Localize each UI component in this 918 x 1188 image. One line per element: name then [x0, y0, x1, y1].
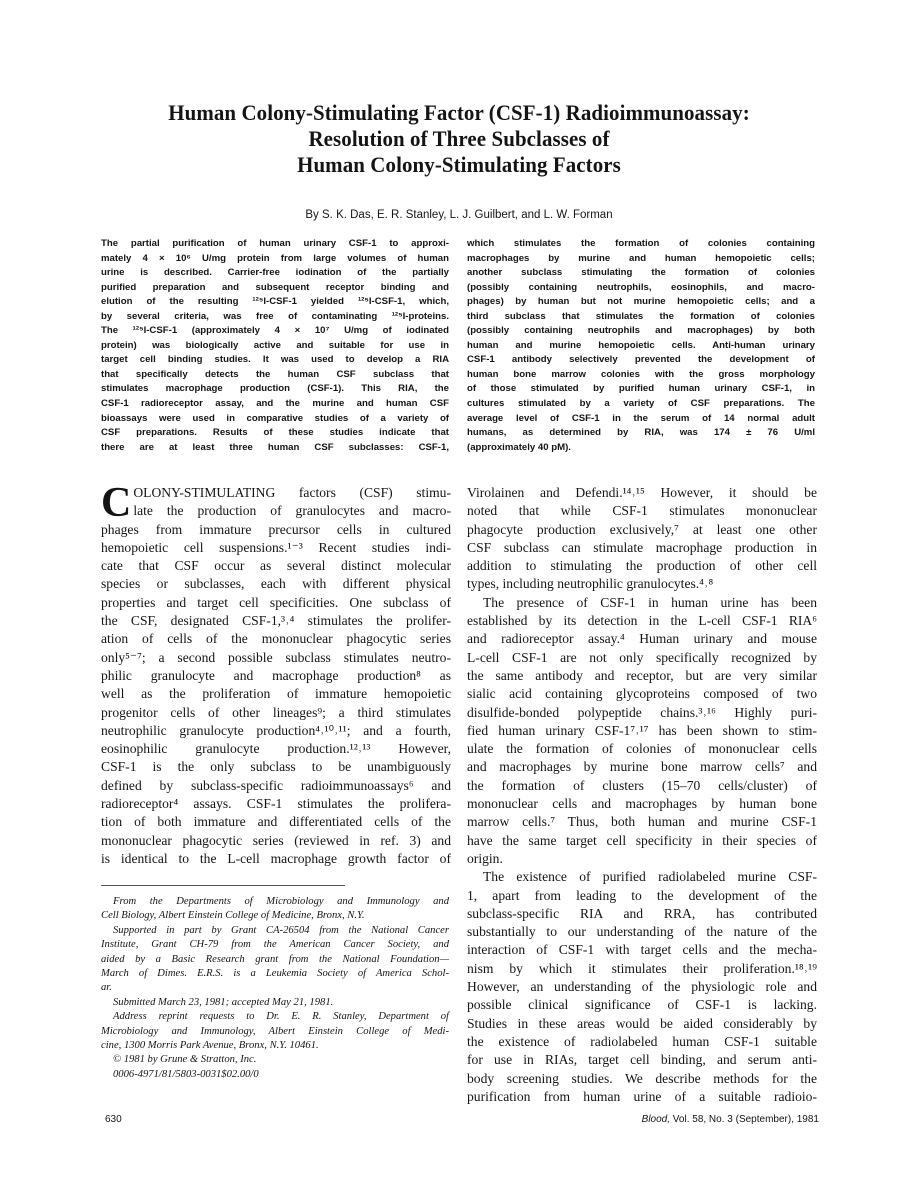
journal-volume: Vol. 58, No. 3 (September), 1981	[670, 1114, 819, 1125]
body-line: body screening studies. We describe methods for the	[467, 1070, 817, 1086]
body-line: phagocyte production exclusively,⁷ at least one other	[467, 521, 817, 537]
body-line: The presence of CSF-1 in human urine has been	[483, 594, 817, 610]
abstract-line: third subclass that stimulates the formation of colonies	[467, 310, 815, 322]
issn-line: 0006-4971/81/5803-0031$02.00/0	[113, 1068, 259, 1080]
body-line: defined by subclass-specific radioimmunoassays⁶ and	[101, 777, 451, 793]
body-line: mononuclear phagocytic series (reviewed in ref. 3) and	[101, 832, 451, 848]
abstract-line: target cell binding studies. It was used to develop a RIA	[101, 354, 449, 366]
body-line: 1, apart from leading to the development of the	[467, 887, 817, 903]
abstract-line: human bone marrow colonies with the gross morphology	[467, 368, 815, 380]
body-line: substantially to our understanding of the nature of the	[467, 924, 817, 940]
abstract-right-column	[467, 237, 815, 455]
body-line: The existence of purified radiolabeled murine CSF-	[483, 869, 817, 885]
body-right-column	[467, 484, 817, 1106]
body-line: eosinophilic granulocyte production.¹²˒¹³ However,	[101, 741, 451, 757]
abstract-line: (approximately 40 pM).	[467, 441, 571, 453]
body-line: progenitor cells of other lineages⁹; a third stimulates	[101, 704, 451, 720]
abstract-line: phages) by human but not murine hemopoietic cells; and a	[467, 296, 815, 308]
abstract-line: which stimulates the formation of colonies containing	[467, 238, 815, 249]
body-line: tion of both immature and differentiated cells of the	[101, 814, 451, 830]
body-line: fied human urinary CSF-1⁷˒¹⁷ has been shown to stim-	[467, 722, 817, 738]
body-line: and radioreceptor assay.⁴ Human urinary and mouse	[467, 631, 817, 647]
footnote-line: cine, 1300 Morris Park Avenue, Bronx, N.Y. 10461.	[101, 1039, 319, 1051]
author-byline: By S. K. Das, E. R. Stanley, L. J. Guilbert, and L. W. Forman	[305, 209, 613, 221]
body-line: established by its detection in the L-cell CSF-1 RIA⁶	[467, 613, 817, 629]
abstract-line: there are at least three human CSF subclasses: CSF-1,	[101, 441, 449, 453]
body-line: Virolainen and Defendi.¹⁴˒¹⁵ However, it should be	[467, 485, 817, 500]
body-line: the CSF, designated CSF-1,³˒⁴ stimulates the prolifer-	[101, 613, 451, 629]
abstract-line: humans, as determined by RIA, was 174 ± 76 U/ml	[467, 427, 815, 439]
abstract-line: The partial purification of human urinary CSF-1 to approxi-	[101, 238, 449, 249]
page-number: 630	[105, 1114, 122, 1125]
body-line: the same antibody and receptor, but are very similar	[467, 667, 817, 683]
drop-cap: C	[101, 480, 132, 526]
abstract-line: CSF-1 radioreceptor assay, and the murine and human CSF	[101, 398, 449, 410]
body-line: and macrophages by murine bone marrow cells⁷ and	[467, 759, 817, 775]
body-line: the existence of radiolabeled human CSF-1 suitable	[467, 1033, 817, 1049]
abstract-line: by several criteria, was free of contaminating ¹²⁵I-proteins.	[101, 310, 449, 322]
abstract-line: elution of the resulting ¹²⁵I-CSF-1 yielded ¹²⁵I-CSF-1, which,	[101, 296, 449, 308]
abstract-line: mately 4 × 10⁶ U/mg protein from large volumes of human	[101, 252, 449, 264]
abstract-left-column	[101, 237, 449, 455]
body-line: well as the proliferation of immature hemopoietic	[101, 686, 451, 702]
body-line: origin.	[467, 850, 503, 866]
body-line: late the production of granulocytes and macro-	[133, 503, 451, 519]
body-line: cate that CSF occur as several distinct molecular	[101, 558, 451, 574]
body-line: hemopoietic cell suspensions.¹⁻³ Recent studies indi-	[101, 539, 451, 555]
footnote-line: Microbiology and Immunology, Albert Einstein College of Medi-	[101, 1025, 449, 1037]
abstract-line: human and murine hemopoietic cells. Anti-human urinary	[467, 339, 815, 351]
body-line: purification from human urine of a suitable radioio-	[467, 1088, 817, 1104]
title-line-3: Human Colony-Stimulating Factors	[297, 152, 621, 177]
footnote-line: From the Departments of Microbiology and Immunology and	[113, 896, 449, 907]
footnote-line: ar.	[101, 982, 112, 994]
body-line: ation of cells of the mononuclear phagocytic series	[101, 631, 451, 647]
title-line-1: Human Colony-Stimulating Factor (CSF-1) Radioimmunoassay:	[168, 100, 750, 125]
footnote-line: Cell Biology, Albert Einstein College of Medicine, Bronx, N.Y.	[101, 910, 365, 922]
body-line: properties and target cell specificities. One subclass of	[101, 594, 451, 610]
abstract-line: urine is described. Carrier-free iodination of the partially	[101, 267, 449, 279]
abstract-line: bioassays were used in comparative studies of a variety of	[101, 412, 449, 424]
body-line: addition to stimulating the production of other cell	[467, 558, 817, 574]
journal-name: Blood,	[641, 1114, 671, 1125]
body-line: is identical to the L-cell macrophage growth factor of	[101, 850, 451, 866]
footnote-line: Submitted March 23, 1981; accepted May 21, 1981.	[113, 996, 334, 1008]
abstract-line: protein) was biologically active and suitable for use in	[101, 339, 449, 351]
abstract-line: (possibly containing neutrophils, eosinophils, and macro-	[467, 281, 815, 293]
body-left-column	[101, 480, 451, 868]
body-line: disulfide-bonded polypeptide chains.³˒¹⁶ Highly puri-	[467, 704, 817, 720]
body-line: noted that while CSF-1 stimulates mononuclear	[467, 503, 817, 519]
body-line: have the same target cell specificity in their species of	[467, 832, 817, 848]
body-line: radioreceptor⁴ assays. CSF-1 stimulates the prolifera-	[101, 796, 451, 812]
footnote-line: aided by a Basic Research grant from the National Foundation—	[101, 953, 449, 965]
body-line: phages from immature precursor cells in cultured	[101, 521, 451, 537]
body-line: possible clinical significance of CSF-1 is lacking.	[467, 997, 817, 1013]
abstract-line: (possibly containing neutrophils and macrophages) by both	[467, 325, 815, 337]
body-line: marrow cells.⁷ Thus, both human and murine CSF-1	[467, 814, 817, 830]
body-line: the formation of clusters (15–70 cells/cluster) of	[467, 777, 817, 793]
body-line: for use in RIAs, target cell binding, and serum anti-	[467, 1052, 817, 1068]
body-line: subclass-specific RIA and RRA, has contributed	[467, 905, 817, 921]
body-line: neutrophilic granulocyte production⁴˒¹⁰˒¹¹; and a fourth,	[101, 722, 451, 738]
body-line: nism by which it stimulates their proliferation.¹⁸˒¹⁹	[467, 960, 817, 976]
body-line: Studies in these areas would be aided considerably by	[467, 1015, 817, 1031]
body-line: ulate the formation of colonies of mononuclear cells	[467, 741, 817, 757]
body-line: CSF-1 is the only subclass to be unambiguously	[101, 759, 451, 775]
abstract-line: CSF-1 antibody selectively prevented the development of	[467, 354, 815, 366]
body-line: sialic acid containing glycoproteins composed of two	[467, 686, 817, 702]
footnote-line: March of Dimes. E.R.S. is a Leukemia Society of America Schol-	[101, 967, 449, 979]
footnote-divider	[101, 885, 345, 886]
abstract-line: purified preparation and subsequent receptor binding and	[101, 281, 449, 293]
body-line: interaction of CSF-1 with target cells and the mecha-	[467, 942, 817, 958]
abstract-line: of those stimulated by purified human urinary CSF-1, in	[467, 383, 815, 395]
abstract-line: The ¹²⁵I-CSF-1 (approximately 4 × 10⁷ U/mg of iodinated	[101, 325, 449, 337]
article-title	[125, 100, 793, 178]
footnote-line: Address reprint requests to Dr. E. R. Stanley, Department of	[113, 1011, 449, 1023]
footnotes	[101, 895, 449, 1082]
body-line: CSF subclass can stimulate macrophage production in	[467, 539, 817, 555]
journal-citation	[642, 1114, 819, 1125]
body-line: L-cell CSF-1 are not only specifically recognized by	[467, 649, 817, 665]
body-line: However, an understanding of the physiologic role and	[467, 979, 817, 995]
abstract-line: stimulates macrophage production (CSF-1). This RIA, the	[101, 383, 449, 395]
abstract-line: cultures stimulated by a variety of CSF preparations. The	[467, 398, 815, 410]
body-line: types, including neutrophilic granulocytes.⁴˒⁸	[467, 576, 714, 592]
abstract-line: that specifically detects the human CSF subclass that	[101, 368, 449, 380]
body-line: OLONY-STIMULATING factors (CSF) stimu-	[133, 485, 451, 500]
footnote-line: Supported in part by Grant CA-26504 from the National Cancer	[113, 924, 449, 936]
title-line-2: Resolution of Three Subclasses of	[308, 126, 610, 151]
body-line: mononuclear cells and macrophages by human bone	[467, 796, 817, 812]
copyright-line: © 1981 by Grune & Stratton, Inc.	[113, 1054, 257, 1066]
body-line: only⁵⁻⁷; a second possible subclass stimulates neutro-	[101, 649, 451, 665]
body-line: species or subclasses, each with different physical	[101, 576, 451, 592]
body-line: philic granulocyte and macrophage production⁸ as	[101, 667, 451, 683]
abstract-line: CSF preparations. Results of these studies indicate that	[101, 427, 449, 439]
abstract-line: another subclass stimulating the formation of colonies	[467, 267, 815, 279]
abstract-line: macrophages by murine and human hemopoietic cells;	[467, 252, 815, 264]
footnote-line: Institute, Grant CH-79 from the American Cancer Society, and	[101, 939, 449, 951]
abstract-line: average level of CSF-1 in the serum of 14 normal adult	[467, 412, 815, 424]
